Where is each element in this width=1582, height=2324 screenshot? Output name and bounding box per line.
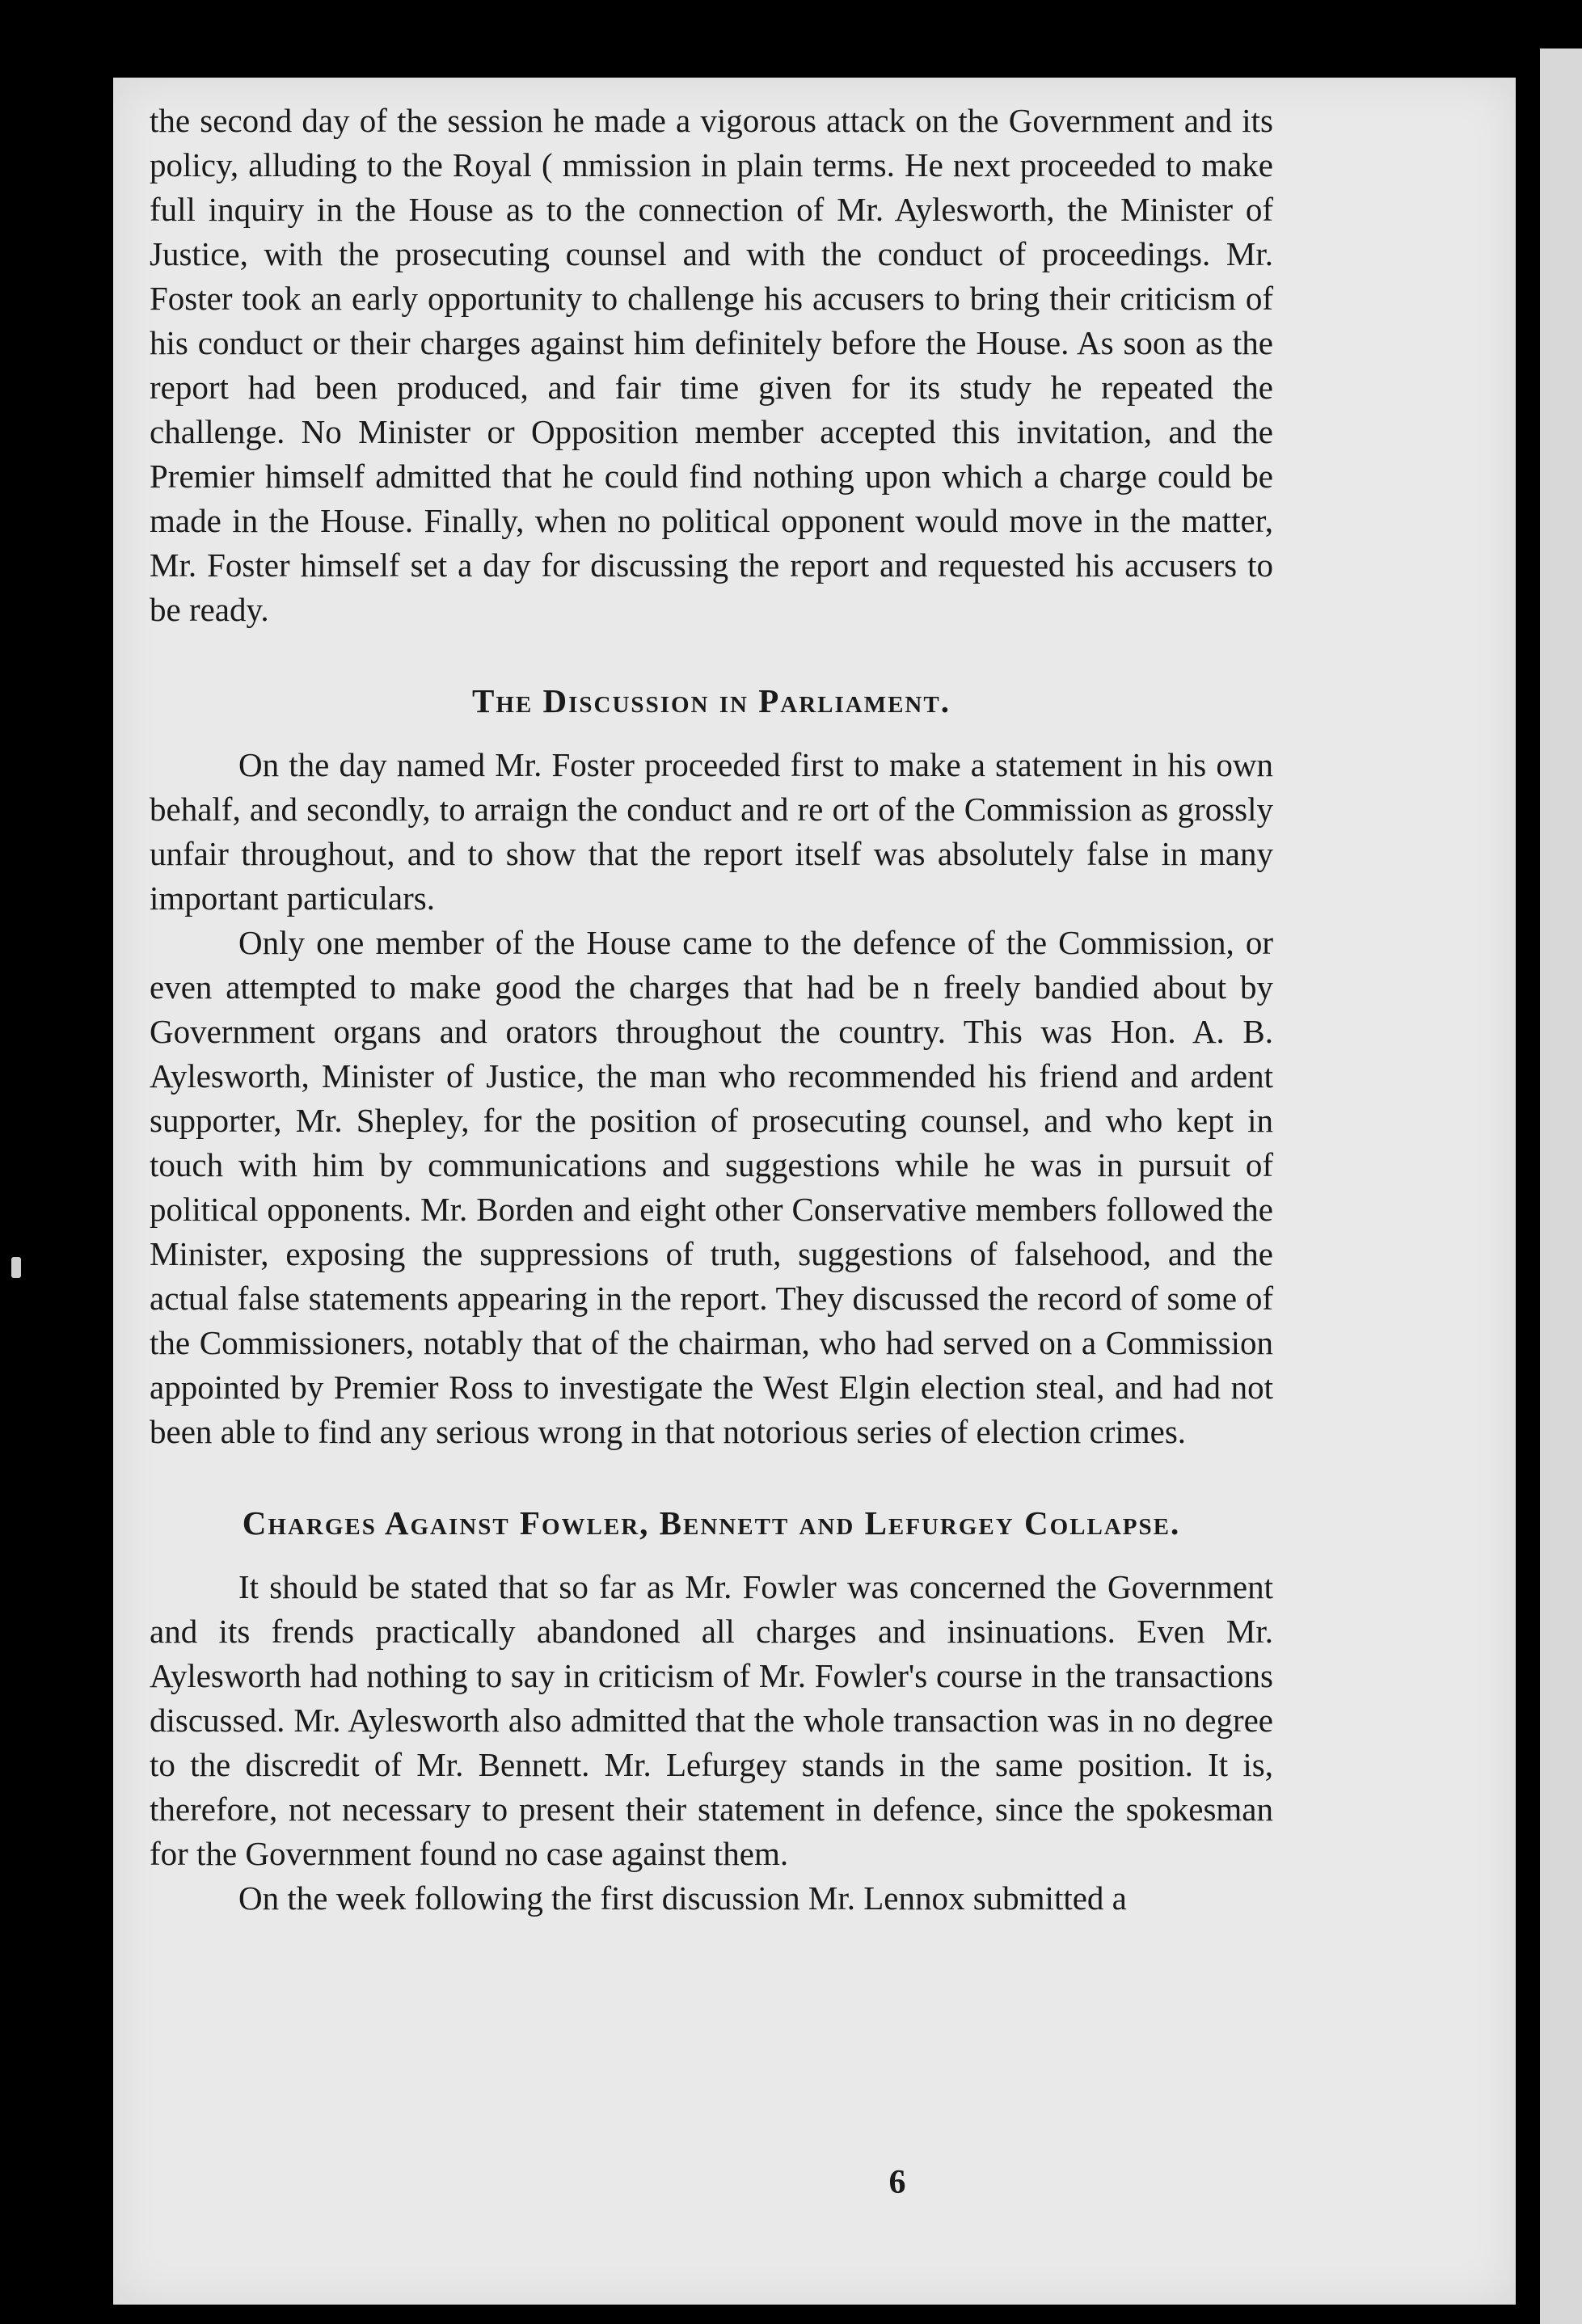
paragraph: Only one member of the House came to the defence of the Commission, or even attempted to make good the charges that had be n freely bandied about by Government organs and orators throughout the country. This was Hon. A. B. Aylesworth, Minister of Justice, the man who recommended his friend and ardent supporter, Mr. Shepley, for the position of prosecuting counsel, and who kept in touch with him by communications and suggestions while he was in pursuit of political opponents. Mr. Borden and eight other Conservative members followed the Minister, exposing the suppressions of truth, suggestions of falsehood, and the actual false statements appearing in the report. They discussed the record of some of the Commissioners, notably that of the chairman, who had served on a Commission appointed by Premier Ross to investigate the West Elgin election steal, and had not been able to find any serious wrong in that notorious series of election crimes.: [150, 924, 1273, 1450]
paragraph: On the week following the first discussion Mr. Lennox submitted a: [238, 1879, 1127, 1917]
adjacent-page-edge: [1540, 49, 1582, 2324]
section-heading-discussion: The Discussion in Parliament.: [472, 682, 951, 719]
scan-speck: [11, 1257, 21, 1278]
paragraph: On the day named Mr. Foster proceeded first to make a statement in his own behalf, and secondly, to arraign the conduct and re ort of the Commission as grossly unfair throughout, and to show that the report itself was absolutely false in many important particulars.: [150, 746, 1273, 917]
paragraph-continued: the second day of the session he made a vigorous attack on the Government and its policy, alluding to the Royal ( mmission in plain terms. He next proceeded to make full inquiry in the House as to the connection of Mr. Aylesworth, the Minister of Justice, with the prosecuting counsel and with the conduct of proceedings. Mr. Foster took an early opportunity to challenge his accusers to bring their criticism of his conduct or their charges against him definitely before the House. As soon as the report had been produced, and fair time given for its study he repeated the challenge. No Minister or Opposition member accepted this invitation, and the Premier himself admitted that he could find nothing upon which a charge could be made in the House. Finally, when no political opponent would move in the matter, Mr. Foster himself set a day for discussing the report and requested his accusers to be ready.: [150, 102, 1273, 628]
page-number: 6: [888, 2164, 906, 2201]
section-heading-charges: Charges Against Fowler, Bennett and Lefurgey Collapse.: [242, 1504, 1181, 1542]
paragraph: It should be stated that so far as Mr. Fowler was concerned the Government and its frends practically abandoned all charges and insinuations. Even Mr. Aylesworth had nothing to say in criticism of Mr. Fowler's course in the transactions discussed. Mr. Aylesworth also admitted that the whole transaction was in no degree to the discredit of Mr. Bennett. Mr. Lefurgey stands in the same position. It is, therefore, not necessary to present their statement in defence, since the spokesman for the Government found no case against them.: [150, 1568, 1273, 1872]
page-text: [150, 99, 1273, 1921]
